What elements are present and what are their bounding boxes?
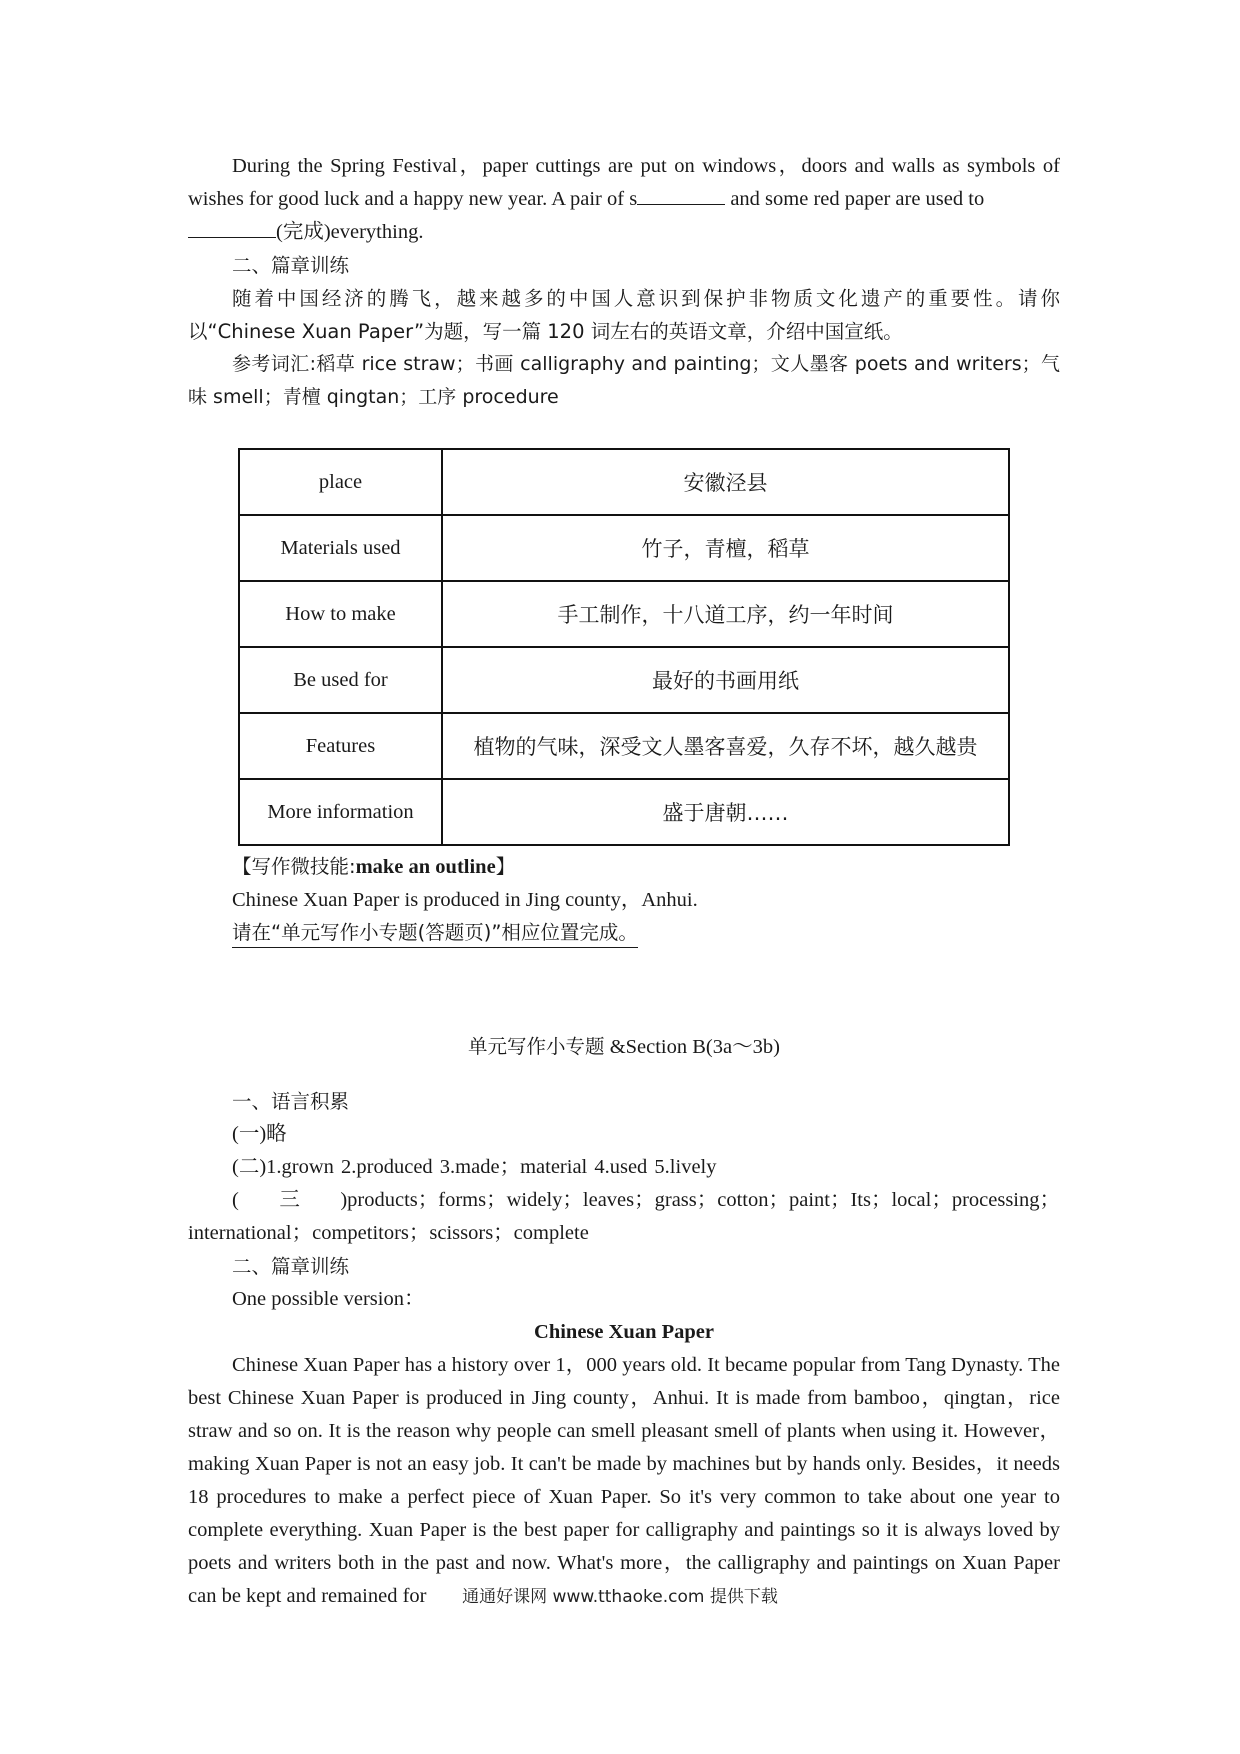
answers-heading-1: 一、语言积累 bbox=[232, 1089, 350, 1113]
table-key: Be used for bbox=[239, 647, 442, 713]
skill-open: 【写作微技能: bbox=[232, 855, 356, 878]
table-row bbox=[239, 779, 1009, 845]
table-value: 最好的书画用纸 bbox=[442, 647, 1009, 713]
answer-line-3: (三)products；forms；widely；leaves；grass；cotton；paint；Its；local；processing；international；competitors；scissors；complete bbox=[188, 1188, 1060, 1244]
answers-section-title bbox=[188, 1030, 1060, 1064]
table-value: 竹子，青檀，稻草 bbox=[442, 515, 1009, 581]
writing-skill-heading bbox=[188, 850, 1060, 884]
table-key: Materials used bbox=[239, 515, 442, 581]
document-page bbox=[188, 150, 1060, 1613]
table-key: How to make bbox=[239, 581, 442, 647]
reference-vocabulary: 参考词汇:稻草 rice straw；书画 calligraphy and painting；文人墨客 poets and writers；气味 smell；青檀 qingtan；工序 procedure bbox=[188, 353, 1060, 408]
answer-blank-1 bbox=[637, 184, 725, 205]
version-label: One possible version： bbox=[232, 1287, 425, 1310]
page-footer: 通通好课网 www.tthaoke.com 提供下载 bbox=[462, 1587, 778, 1607]
answers-title-cn: 单元写作小专题 bbox=[468, 1035, 605, 1058]
answer-blank-2 bbox=[188, 217, 276, 238]
table-value: 安徽泾县 bbox=[442, 449, 1009, 515]
skill-close: 】 bbox=[495, 855, 516, 878]
answer-line-1: (一)略 bbox=[232, 1122, 287, 1145]
writing-task: 随着中国经济的腾飞，越来越多的中国人意识到保护非物质文化遗产的重要性。请你以“Chinese Xuan Paper”为题，写一篇 120 词左右的英语文章，介绍中国宣纸。 bbox=[188, 287, 1060, 343]
answers-title-en: &Section B(3a～3b) bbox=[604, 1036, 780, 1058]
essay-body: Chinese Xuan Paper has a history over 1，000 years old. It became popular from Tang Dynasty. The best Chinese Xuan Paper is produced in Jing county，Anhui. It is made from bamboo，qingtan，rice straw and so on. It is the reason why people can smell pleasant smell of plants when using it. However，making Xuan Paper is not an easy job. It can't be made by machines but by hands only. Besides，it needs 18 procedures to make a perfect piece of Xuan Paper. So it's very common to take about one year to complete everything. Xuan Paper is the best paper for calligraphy and paintings so it is always loved by poets and writers both in the past and now. What's more，the calligraphy and paintings on Xuan Paper can be kept and remained for bbox=[188, 1353, 1060, 1607]
answer-page-note: 请在“单元写作小专题(答题页)”相应位置完成。 bbox=[232, 919, 638, 948]
table-key: place bbox=[239, 449, 442, 515]
answer-page-note-line bbox=[188, 917, 1060, 950]
table-row bbox=[239, 515, 1009, 581]
intro-text-a: During the Spring Festival，paper cuttings are put on windows，doors and walls as symbols of wishes for good luck and a happy new year. A pair of s bbox=[188, 155, 1060, 210]
essay-title: Chinese Xuan Paper bbox=[534, 1320, 714, 1343]
table-value: 植物的气味，深受文人墨客喜爱，久存不坏，越久越贵 bbox=[442, 713, 1009, 779]
intro-paragraph bbox=[188, 150, 1060, 249]
table-row bbox=[239, 647, 1009, 713]
intro-text-b: and some red paper are used to bbox=[725, 188, 985, 210]
info-table bbox=[238, 448, 1010, 846]
intro-text-c: (完成)everything. bbox=[276, 221, 424, 243]
table-value: 盛于唐朝…… bbox=[442, 779, 1009, 845]
table-row bbox=[239, 713, 1009, 779]
outline-sentence: Chinese Xuan Paper is produced in Jing county，Anhui. bbox=[232, 889, 698, 911]
table-row bbox=[239, 581, 1009, 647]
table-row bbox=[239, 449, 1009, 515]
skill-bold: make an outline bbox=[355, 856, 496, 878]
answer-line-2: (二)1.grown 2.produced 3.made；material 4.used 5.lively bbox=[232, 1155, 717, 1178]
answers-heading-2: 二、篇章训练 bbox=[232, 1254, 350, 1278]
table-value: 手工制作，十八道工序，约一年时间 bbox=[442, 581, 1009, 647]
section-heading-2: 二、篇章训练 bbox=[232, 254, 350, 277]
table-key: More information bbox=[239, 779, 442, 845]
table-key: Features bbox=[239, 713, 442, 779]
